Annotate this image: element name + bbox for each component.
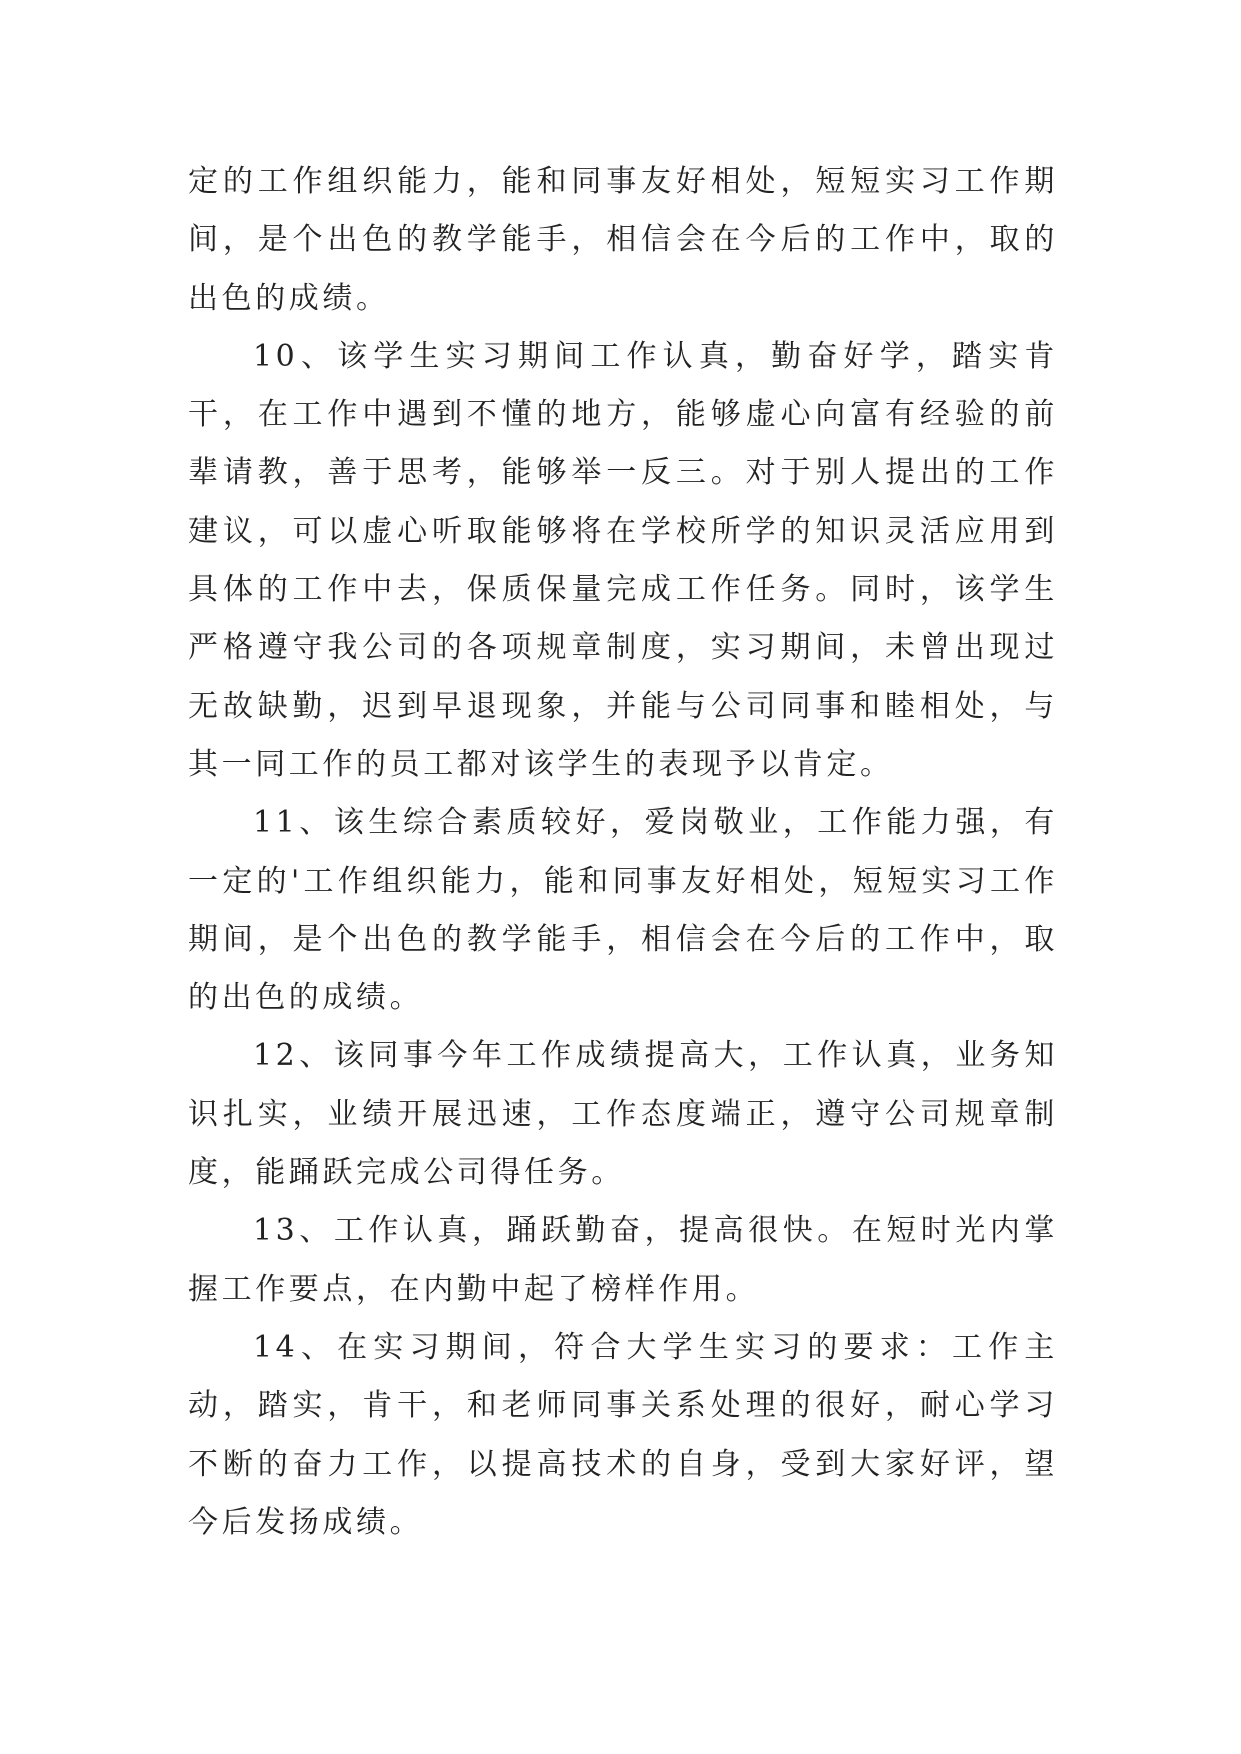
paragraph-continuation: 定的工作组织能力，能和同事友好相处，短短实习工作期间，是个出色的教学能手，相信会在今后的工作中，取的出色的成绩。 <box>188 164 1058 316</box>
paragraph-item-11: 11、该生综合素质较好，爱岗敬业，工作能力强，有一定的'工作组织能力，能和同事友好相处，短短实习工作期间，是个出色的教学能手，相信会在今后的工作中，取的出色的成绩。 <box>188 805 1058 1016</box>
paragraph-item-14: 14、在实习期间，符合大学生实习的要求：工作主动，踏实，肯干，和老师同事关系处理的很好，耐心学习不断的奋力工作，以提高技术的自身，受到大家好评，望今后发扬成绩。 <box>188 1329 1058 1540</box>
paragraph-item-12: 12、该同事今年工作成绩提高大，工作认真，业务知识扎实，业绩开展迅速，工作态度端正，遵守公司规章制度，能踊跃完成公司得任务。 <box>188 1038 1058 1191</box>
paragraph-item-13: 13、工作认真，踊跃勤奋，提高很快。在短时光内掌握工作要点，在内勤中起了榜样作用。 <box>188 1213 1058 1307</box>
document-body <box>188 153 1058 1552</box>
paragraph-item-10: 10、该学生实习期间工作认真，勤奋好学，踏实肯干，在工作中遇到不懂的地方，能够虚心向富有经验的前辈请教，善于思考，能够举一反三。对于别人提出的工作建议，可以虚心听取能够将在学校所学的知识灵活应用到具体的工作中去，保质保量完成工作任务。同时，该学生严格遵守我公司的各项规章制度，实习期间，未曾出现过无故缺勤，迟到早退现象，并能与公司同事和睦相处，与其一同工作的员工都对该学生的表现予以肯定。 <box>188 338 1058 782</box>
